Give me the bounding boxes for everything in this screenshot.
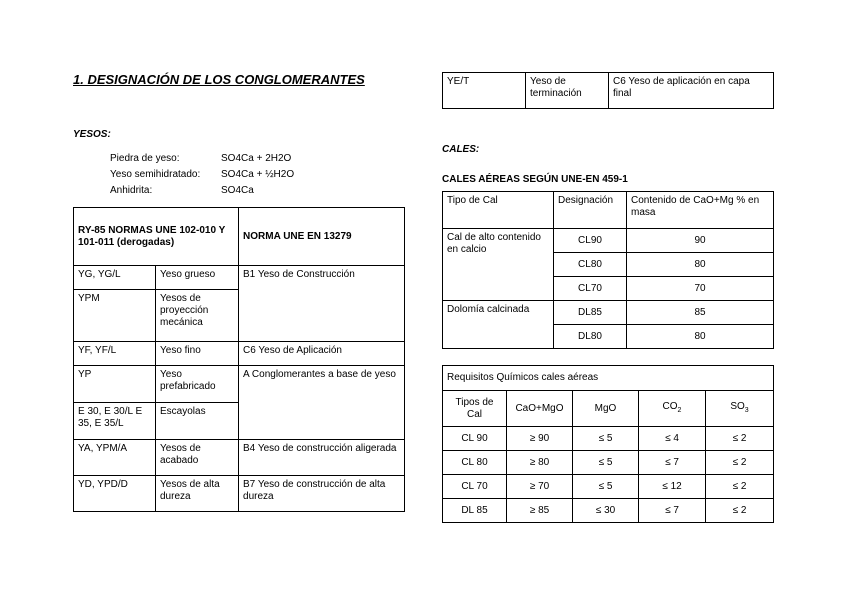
table-caption: Requisitos Químicos cales aéreas bbox=[443, 366, 774, 391]
name-cell: Yesos de alta dureza bbox=[156, 476, 239, 512]
yesos-heading: YESOS: bbox=[73, 129, 111, 140]
table-row bbox=[443, 427, 774, 451]
cales-subheading: CALES AÉREAS SEGÚN UNE-EN 459-1 bbox=[442, 174, 628, 185]
requisitos-quimicos-table bbox=[442, 365, 774, 523]
co2-subscript: 2 bbox=[677, 406, 682, 414]
header-contenido: Contenido de CaO+Mg % en masa bbox=[627, 192, 774, 229]
page-title: 1. DESIGNACIÓN DE LOS CONGLOMERANTES bbox=[73, 72, 365, 87]
table-row bbox=[443, 301, 774, 325]
norma-cell: B1 Yeso de Construcción bbox=[239, 266, 405, 342]
name-cell: Yeso fino bbox=[156, 342, 239, 366]
yeso-formulas bbox=[108, 150, 296, 200]
table-header-row bbox=[443, 391, 774, 427]
formula-value: SO4Ca + 2H2O bbox=[221, 153, 292, 164]
formula-row bbox=[110, 184, 294, 198]
co2-label: CO bbox=[662, 400, 678, 412]
designacion-cell: CL80 bbox=[554, 253, 627, 277]
so3-subscript: 3 bbox=[744, 406, 749, 414]
name-cell: Yesos de acabado bbox=[156, 440, 239, 476]
mgo-cell: ≤ 5 bbox=[573, 475, 639, 499]
co2-cell: ≤ 12 bbox=[639, 475, 706, 499]
code-cell: YG, YG/L bbox=[74, 266, 156, 290]
table-row bbox=[74, 440, 405, 476]
designacion-cell: DL80 bbox=[554, 325, 627, 349]
formula-name: Yeso semihidratado: bbox=[110, 169, 201, 180]
table-caption-row bbox=[443, 366, 774, 391]
designacion-cell: DL85 bbox=[554, 301, 627, 325]
code-cell: YE/T bbox=[443, 73, 526, 109]
contenido-cell: 80 bbox=[627, 253, 774, 277]
so3-cell: ≤ 2 bbox=[706, 499, 774, 523]
mgo-cell: ≤ 5 bbox=[573, 427, 639, 451]
code-cell: E 30, E 30/L E 35, E 35/L bbox=[74, 403, 156, 440]
contenido-cell: 80 bbox=[627, 325, 774, 349]
code-cell: YD, YPD/D bbox=[74, 476, 156, 512]
contenido-cell: 70 bbox=[627, 277, 774, 301]
table-header-row bbox=[74, 208, 405, 266]
code-cell: YF, YF/L bbox=[74, 342, 156, 366]
cao-mgo-cell: ≥ 80 bbox=[507, 451, 573, 475]
cao-mgo-cell: ≥ 85 bbox=[507, 499, 573, 523]
designacion-cell: CL90 bbox=[554, 229, 627, 253]
name-cell: Yeso de terminación bbox=[526, 73, 609, 109]
co2-cell: ≤ 7 bbox=[639, 499, 706, 523]
so3-label: SO bbox=[730, 400, 745, 412]
header-designacion: Designación bbox=[554, 192, 627, 229]
header-mgo: MgO bbox=[573, 391, 639, 427]
table-row bbox=[443, 73, 774, 109]
code-cell: YP bbox=[74, 366, 156, 403]
code-cell: YA, YPM/A bbox=[74, 440, 156, 476]
co2-cell: ≤ 4 bbox=[639, 427, 706, 451]
norma-cell: B4 Yeso de construcción aligerada bbox=[239, 440, 405, 476]
table-header-row bbox=[443, 192, 774, 229]
designacion-cell: CL70 bbox=[554, 277, 627, 301]
mgo-cell: ≤ 5 bbox=[573, 451, 639, 475]
formula-name: Piedra de yeso: bbox=[110, 153, 180, 164]
table-row bbox=[74, 266, 405, 290]
cao-mgo-cell: ≥ 90 bbox=[507, 427, 573, 451]
name-cell: Yeso prefabricado bbox=[156, 366, 239, 403]
tipo-cell: DL 85 bbox=[443, 499, 507, 523]
norma-cell: A Conglomerantes a base de yeso bbox=[239, 366, 405, 440]
tipo-cell: CL 80 bbox=[443, 451, 507, 475]
co2-cell: ≤ 7 bbox=[639, 451, 706, 475]
cales-heading: CALES: bbox=[442, 144, 480, 155]
tipo-cell: CL 70 bbox=[443, 475, 507, 499]
header-tipo: Tipo de Cal bbox=[443, 192, 554, 229]
header-une-en: NORMA UNE EN 13279 bbox=[239, 208, 405, 266]
table-row bbox=[74, 366, 405, 403]
table-row bbox=[443, 451, 774, 475]
table-row bbox=[74, 342, 405, 366]
formula-row bbox=[110, 152, 294, 166]
so3-cell: ≤ 2 bbox=[706, 427, 774, 451]
mgo-cell: ≤ 30 bbox=[573, 499, 639, 523]
name-cell: Escayolas bbox=[156, 403, 239, 440]
tipo-cell: CL 90 bbox=[443, 427, 507, 451]
name-cell: Yesos de proyección mecánica bbox=[156, 290, 239, 342]
header-co2 bbox=[639, 391, 706, 427]
code-cell: YPM bbox=[74, 290, 156, 342]
table-row bbox=[443, 229, 774, 253]
norma-cell: C6 Yeso de Aplicación bbox=[239, 342, 405, 366]
header-cao-mgo: CaO+MgO bbox=[507, 391, 573, 427]
table-row bbox=[443, 499, 774, 523]
header-ry85: RY-85 NORMAS UNE 102-010 Y 101-011 (derogadas) bbox=[74, 208, 239, 266]
tipo-cell: Cal de alto contenido en calcio bbox=[443, 229, 554, 301]
table-row bbox=[443, 475, 774, 499]
contenido-cell: 85 bbox=[627, 301, 774, 325]
header-so3 bbox=[706, 391, 774, 427]
name-cell: Yeso grueso bbox=[156, 266, 239, 290]
header-tipos: Tipos de Cal bbox=[443, 391, 507, 427]
cao-mgo-cell: ≥ 70 bbox=[507, 475, 573, 499]
formula-name: Anhidrita: bbox=[110, 185, 153, 196]
formula-value: SO4Ca + ½H2O bbox=[221, 169, 295, 180]
norma-cell: C6 Yeso de aplicación en capa final bbox=[609, 73, 774, 109]
yesos-continuation-table bbox=[442, 72, 774, 109]
table-row bbox=[74, 476, 405, 512]
cales-aereas-table bbox=[442, 191, 774, 349]
so3-cell: ≤ 2 bbox=[706, 451, 774, 475]
yesos-table bbox=[73, 207, 405, 512]
formula-value: SO4Ca bbox=[221, 185, 254, 196]
contenido-cell: 90 bbox=[627, 229, 774, 253]
so3-cell: ≤ 2 bbox=[706, 475, 774, 499]
formula-row bbox=[110, 168, 294, 182]
tipo-cell: Dolomía calcinada bbox=[443, 301, 554, 349]
norma-cell: B7 Yeso de construcción de alta dureza bbox=[239, 476, 405, 512]
